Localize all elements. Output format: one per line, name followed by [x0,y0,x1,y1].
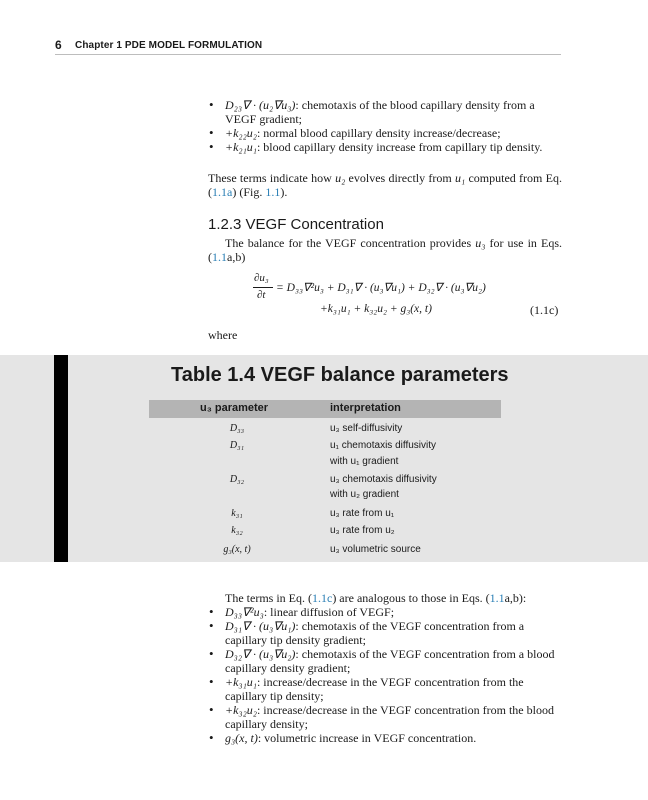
term-description: : normal blood capillary density increase/decrease; [256,126,501,140]
table-cell-interpretation: u₁ chemotaxis diffusivity [330,440,437,451]
text-run: ) (Fig. [232,185,266,199]
text-run: for use in Eqs. ( [208,236,562,264]
equation-rhs-line2: +k₃₁u₁ + k₃₂u₂ + g₃(x, t) [320,303,432,315]
term-description: : chemotaxis of the VEGF concentration from a capillary tip density gradient; [225,619,525,647]
table-cell-interpretation: u₃ chemotaxis diffusivity [330,474,437,485]
table-cell-interpretation: u₃ self-diffusivity [330,423,403,434]
top-bullet-list-container [208,98,562,154]
list-item [208,126,562,140]
symbol: u₂ [335,171,346,185]
term: D₃₂∇ · (u₃∇u₂) [225,647,296,661]
term: D₂₃∇ · (u₂∇u₃) [225,98,296,112]
text-run: evolves directly from [345,171,455,185]
equation-link[interactable]: 1.1c [311,591,333,605]
list-item [208,140,562,154]
equation-link[interactable]: 1.1a [212,185,233,199]
equation-number: (1.1c) [530,303,559,317]
table-cell-parameter: D₃₁ [229,440,245,451]
term-description: : chemotaxis of the blood capillary density from a VEGF gradient; [225,98,535,126]
text-run: ). [280,185,288,199]
text-run: a,b): [504,591,527,605]
equation-rhs-line1: = D₃₃∇²u₃ + D₃₁∇ · (u₃∇u₁) + D₃₂∇ · (u₃∇u₂) [276,282,486,294]
bottom-bullet-list-container [208,605,562,745]
table-cell-interpretation: u₃ volumetric source [330,544,421,555]
symbol: u₃ [475,236,486,250]
term-description: : blood capillary density increase from capillary tip density. [256,140,543,154]
term-description: : increase/decrease in the VEGF concentration from the blood capillary density; [225,703,554,731]
column-header-parameter: u₃ parameter [200,402,269,414]
bottom-bullet-list [208,605,562,745]
top-bullet-list [208,98,562,154]
page-number: 6 [55,38,62,52]
text-run: a,b) [227,250,246,264]
section-heading: 1.2.3 VEGF Concentration [208,216,384,233]
list-item [208,98,562,126]
table-cell-parameter: D₃₃ [229,423,245,434]
table-side-bar [54,355,68,562]
term-description: : linear diffusion of VEGF; [263,605,395,619]
fraction-bar [253,287,273,288]
term: D₃₁∇ · (u₃∇u₁) [225,619,296,633]
running-header [55,38,561,55]
table-title: Table 1.4 VEGF balance parameters [171,364,509,386]
table-cell-parameter: D₃₂ [229,474,245,485]
term: D₃₃∇²u₃ [225,605,264,619]
text-run: The balance for the VEGF concentration provides [225,236,476,250]
term: +k₃₂u₂ [225,703,257,717]
figure-link[interactable]: 1.1 [265,185,281,199]
table-cell-interpretation: with u₂ gradient [330,489,399,500]
term: +k₂₁u₁ [225,140,257,154]
equation-lhs-numerator: ∂u₃ [254,272,269,284]
paragraph-analogous [208,591,562,605]
equation-link[interactable]: 1.1 [489,591,505,605]
table-cell-interpretation: u₃ rate from u₂ [330,525,395,536]
text-run: These terms indicate how [208,171,336,185]
list-item [208,619,562,647]
paragraph-u2 [208,171,562,199]
table-cell-interpretation: u₃ rate from u₁ [330,508,395,519]
list-item [208,731,562,745]
list-item [208,675,562,703]
term-description: : increase/decrease in the VEGF concentration from the capillary tip density; [225,675,524,703]
text-run: computed from Eq. ( [208,171,562,199]
term-description: : chemotaxis of the VEGF concentration from a blood capillary density gradient; [225,647,555,675]
term-description: : volumetric increase in VEGF concentration. [257,731,477,745]
equation-lhs-denominator: ∂t [257,289,266,301]
term: +k₂₂u₂ [225,126,257,140]
list-item [208,703,562,731]
list-item [208,605,562,619]
table-cell-parameter: g₃(x, t) [223,544,251,555]
table-cell-interpretation: with u₁ gradient [330,456,399,467]
equation-link[interactable]: 1.1 [212,250,227,264]
term: +k₃₁u₁ [225,675,257,689]
list-item [208,647,562,675]
table-header-row [149,400,501,418]
symbol: u₁ [455,171,466,185]
paragraph-balance [208,236,562,264]
table-cell-parameter: k₃₁ [231,508,243,519]
column-header-interpretation: interpretation [330,402,401,414]
table-cell-parameter: k₃₂ [231,525,243,536]
chapter-title: Chapter 1 PDE MODEL FORMULATION [75,40,263,51]
term: g₃(x, t) [225,731,258,745]
where-text: where [208,328,238,342]
text-run: ) are analogous to those in Eqs. ( [332,591,490,605]
text-run: The terms in Eq. ( [225,591,312,605]
